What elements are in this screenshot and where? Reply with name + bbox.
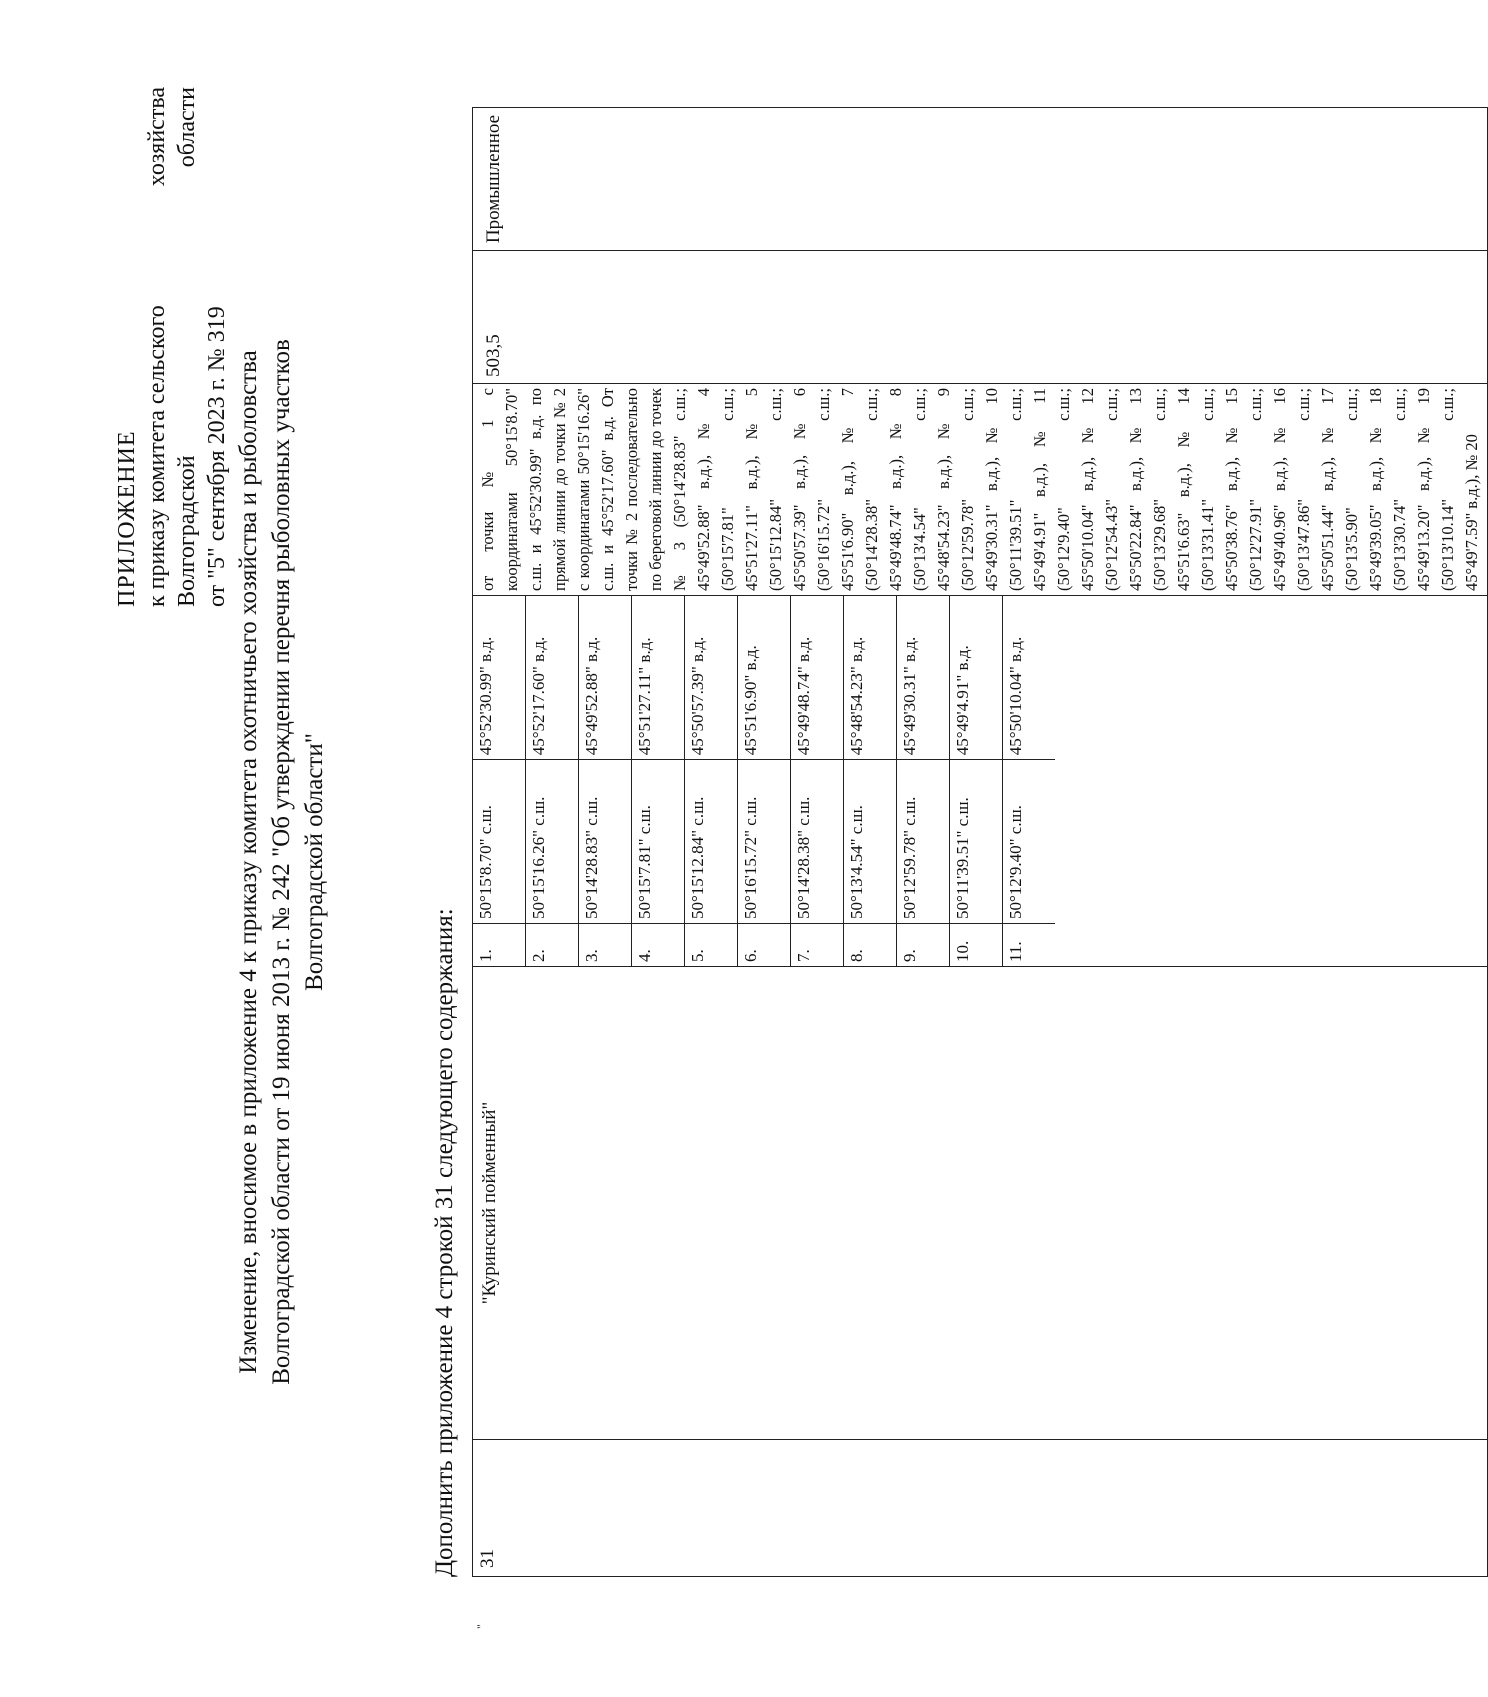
coordinate-row <box>738 596 791 966</box>
latitude-value: 50°16'15.72" с.ш. <box>738 760 791 924</box>
coordinates-cell <box>473 596 1488 967</box>
amendment-heading-line-1: Изменение, вносимое в приложение 4 к приказу комитета охотничьего хозяйства и рыболовства <box>235 350 262 1374</box>
header-line-2-right: области <box>174 87 200 168</box>
coordinates-table <box>473 596 1055 966</box>
latitude-value: 50°14'28.83" с.ш. <box>579 760 632 924</box>
longitude-value: 45°50'57.39" в.д. <box>685 596 738 760</box>
point-number: 2. <box>526 924 579 967</box>
latitude-value: 50°15'8.70" с.ш. <box>473 760 526 924</box>
latitude-value: 50°14'28.38" с.ш. <box>791 760 844 924</box>
coordinate-row <box>844 596 897 966</box>
boundary-description: от точки № 1 с координатами 50°15'8.70" с.ш. и 45°52'30.99" в.д. по прямой линии до точки № 2 с координатами 50°15'16.26" с.ш. и 45°52'17.60" в.д. От точки № 2 последовательно по береговой линии до точек № 3 (50°14'28.83" с.ш.; 45°49'52.88" в.д.), № 4 (50°15'7.81" с.ш.; 45°51'27.11" в.д.), № 5 (50°15'12.84" с.ш.; 45°50'57.39" в.д.), № 6 (50°16'15.72" с.ш.; 45°51'6.90" в.д.), № 7 (50°14'28.38" с.ш.; 45°49'48.74" в.д.), № 8 (50°13'4.54" с.ш.; 45°48'54.23" в.д.), № 9 (50°12'59.78" с.ш.; 45°49'30.31" в.д.), № 10 (50°11'39.51" с.ш.; 45°49'4.91" в.д.), № 11 (50°12'9.40" с.ш.; 45°50'10.04" в.д.), № 12 (50°12'54.43" с.ш.; 45°50'22.84" в.д.), № 13 (50°13'29.68" с.ш.; 45°51'6.63" в.д.), № 14 (50°13'31.41" с.ш.; 45°50'38.76" в.д.), № 15 (50°12'27.91" с.ш.; 45°49'40.96" в.д.), № 16 (50°13'47.86" с.ш.; 45°50'51.44" в.д.), № 17 (50°13'5.90" с.ш.; 45°49'39.05" в.д.), № 18 (50°13'30.74" с.ш.; 45°49'13.20" в.д.), № 19 (50°13'10.14" с.ш.; 45°49'7.59" в.д.), № 20 <box>473 384 1488 596</box>
coordinate-row <box>526 596 579 966</box>
longitude-value: 45°49'4.91" в.д. <box>950 596 1003 760</box>
longitude-value: 45°51'27.11" в.д. <box>632 596 685 760</box>
coordinate-row <box>950 596 1003 966</box>
area-size: 503,5 <box>473 251 1488 384</box>
header-line-2 <box>172 87 202 607</box>
area-name: "Куринский пойменный" <box>473 967 1488 1440</box>
point-number: 8. <box>844 924 897 967</box>
appendix-title: ПРИЛОЖЕНИЕ <box>114 430 140 607</box>
latitude-value: 50°15'7.81" с.ш. <box>632 760 685 924</box>
opening-quote-mark: " <box>474 1624 488 1629</box>
table-row <box>473 108 1488 1577</box>
amendment-heading <box>232 127 331 1597</box>
point-number: 9. <box>897 924 950 967</box>
latitude-value: 50°12'59.78" с.ш. <box>897 760 950 924</box>
appendix-header <box>112 87 232 607</box>
row-number: 31 <box>473 1440 1488 1577</box>
latitude-value: 50°15'16.26" с.ш. <box>526 760 579 924</box>
point-number: 6. <box>738 924 791 967</box>
latitude-value: 50°15'12.84" с.ш. <box>685 760 738 924</box>
point-number: 4. <box>632 924 685 967</box>
longitude-value: 45°52'30.99" в.д. <box>473 596 526 760</box>
header-line-2-left: Волгоградской <box>174 455 200 607</box>
longitude-value: 45°48'54.23" в.д. <box>844 596 897 760</box>
point-number: 11. <box>1003 924 1056 967</box>
point-number: 5. <box>685 924 738 967</box>
point-number: 10. <box>950 924 1003 967</box>
coordinate-row <box>685 596 738 966</box>
fishing-area-table <box>472 107 1488 1577</box>
coordinate-row <box>473 596 526 966</box>
header-line-1 <box>142 87 172 607</box>
header-line-1-left: к приказу комитета сельского <box>144 305 170 607</box>
longitude-value: 45°50'10.04" в.д. <box>1003 596 1056 760</box>
fishing-type: Промышленное <box>473 108 1488 251</box>
coordinate-row <box>791 596 844 966</box>
longitude-value: 45°49'52.88" в.д. <box>579 596 632 760</box>
point-number: 7. <box>791 924 844 967</box>
header-line-3: от "5" сентября 2023 г. № 319 <box>204 306 230 607</box>
longitude-value: 45°52'17.60" в.д. <box>526 596 579 760</box>
amendment-heading-line-2: Волгоградской области от 19 июня 2013 г. № 242 "Об утверждении перечня рыболовных участков <box>268 339 295 1385</box>
coordinate-row <box>579 596 632 966</box>
supplement-instruction: Дополнить приложение 4 строкой 31 следующего содержания: <box>431 908 458 1577</box>
point-number: 1. <box>473 924 526 967</box>
latitude-value: 50°13'4.54" с.ш. <box>844 760 897 924</box>
longitude-value: 45°49'48.74" в.д. <box>791 596 844 760</box>
coordinate-row <box>897 596 950 966</box>
amendment-heading-line-3: Волгоградской области" <box>301 733 328 991</box>
coordinate-row <box>1003 596 1056 966</box>
longitude-value: 45°49'30.31" в.д. <box>897 596 950 760</box>
latitude-value: 50°11'39.51" с.ш. <box>950 760 1003 924</box>
point-number: 3. <box>579 924 632 967</box>
longitude-value: 45°51'6.90" в.д. <box>738 596 791 760</box>
latitude-value: 50°12'9.40" с.ш. <box>1003 760 1056 924</box>
header-line-1-right: хозяйства <box>144 87 170 187</box>
coordinate-row <box>632 596 685 966</box>
